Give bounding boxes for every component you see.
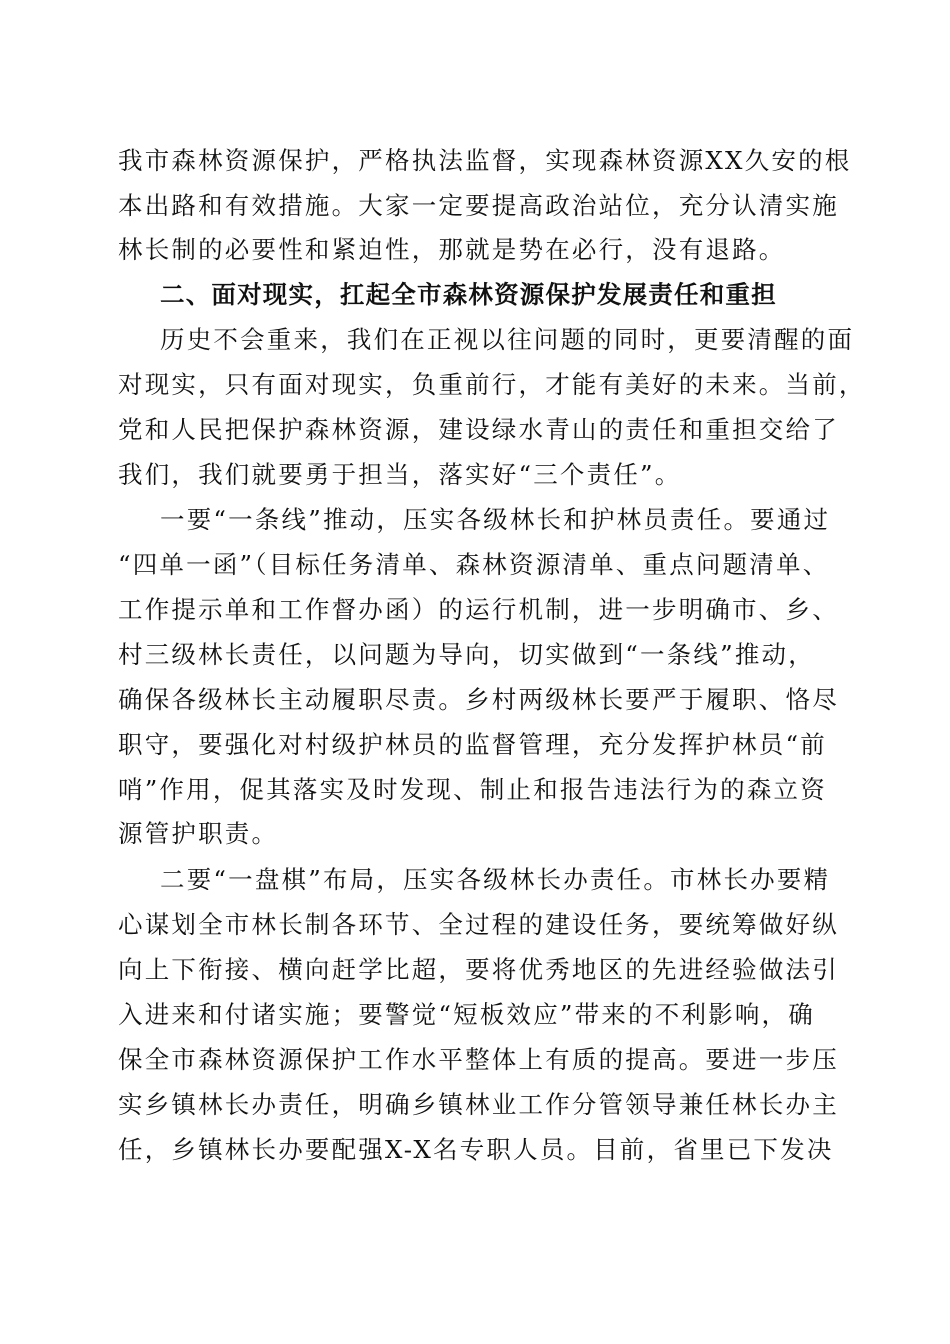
body-text-line: 职守，要强化对村级护林员的监督管理，充分发挥护林员“前 xyxy=(118,730,827,759)
body-text-line: 我们，我们就要勇于担当，落实好“三个责任”。 xyxy=(118,460,682,489)
body-text-line: 实乡镇林长办责任，明确乡镇林业工作分管领导兼任林长办主 xyxy=(118,1090,839,1119)
body-text-line: 我市森林资源保护，严格执法监督，实现森林资源XX久安的根 xyxy=(118,146,852,175)
body-text-line: 哨”作用，促其落实及时发现、制止和报告违法行为的森立资 xyxy=(118,775,827,804)
body-text-line: 任，乡镇林长办要配强X-X名专职人员。目前，省里已下发决 xyxy=(118,1135,834,1164)
paragraph-first-line: 历史不会重来，我们在正视以往问题的同时，更要清醒的面 xyxy=(160,325,855,354)
body-text-line: 确保各级林长主动履职尽责。乡村两级林长要严于履职、恪尽 xyxy=(118,685,839,714)
body-text-line: 保全市森林资源保护工作水平整体上有质的提高。要进一步压 xyxy=(118,1045,839,1074)
body-text-line: 工作提示单和工作督办函）的运行机制，进一步明确市、乡、 xyxy=(118,595,839,624)
body-text-line: 本出路和有效措施。大家一定要提高政治站位，充分认清实施 xyxy=(118,191,839,220)
body-text-line: 入进来和付诸实施；要警觉“短板效应”带来的不利影响，确 xyxy=(118,1000,815,1029)
body-text-line: 向上下衔接、横向赶学比超，要将优秀地区的先进经验做法引 xyxy=(118,955,839,984)
paragraph-first-line: 一要“一条线”推动，压实各级林长和护林员责任。要通过 xyxy=(160,505,831,534)
body-text-line: 村三级林长责任，以问题为导向，切实做到“一条线”推动， xyxy=(118,640,815,669)
body-text-line: 林长制的必要性和紧迫性，那就是势在必行，没有退路。 xyxy=(118,235,786,264)
body-text-line: 心谋划全市林长制各环节、全过程的建设任务，要统筹做好纵 xyxy=(118,910,839,939)
section-heading: 二、面对现实，扛起全市森林资源保护发展责任和重担 xyxy=(160,280,777,309)
body-text-line: 源管护职责。 xyxy=(118,819,279,848)
body-text-line: “四单一函”（目标任务清单、森林资源清单、重点问题清单、 xyxy=(118,550,830,579)
paragraph-first-line: 二要“一盘棋”布局，压实各级林长办责任。市林长办要精 xyxy=(160,865,831,894)
body-text-line: 对现实，只有面对现实，负重前行，才能有美好的未来。当前， xyxy=(118,370,866,399)
body-text-line: 党和人民把保护森林资源，建设绿水青山的责任和重担交给了 xyxy=(118,415,839,444)
